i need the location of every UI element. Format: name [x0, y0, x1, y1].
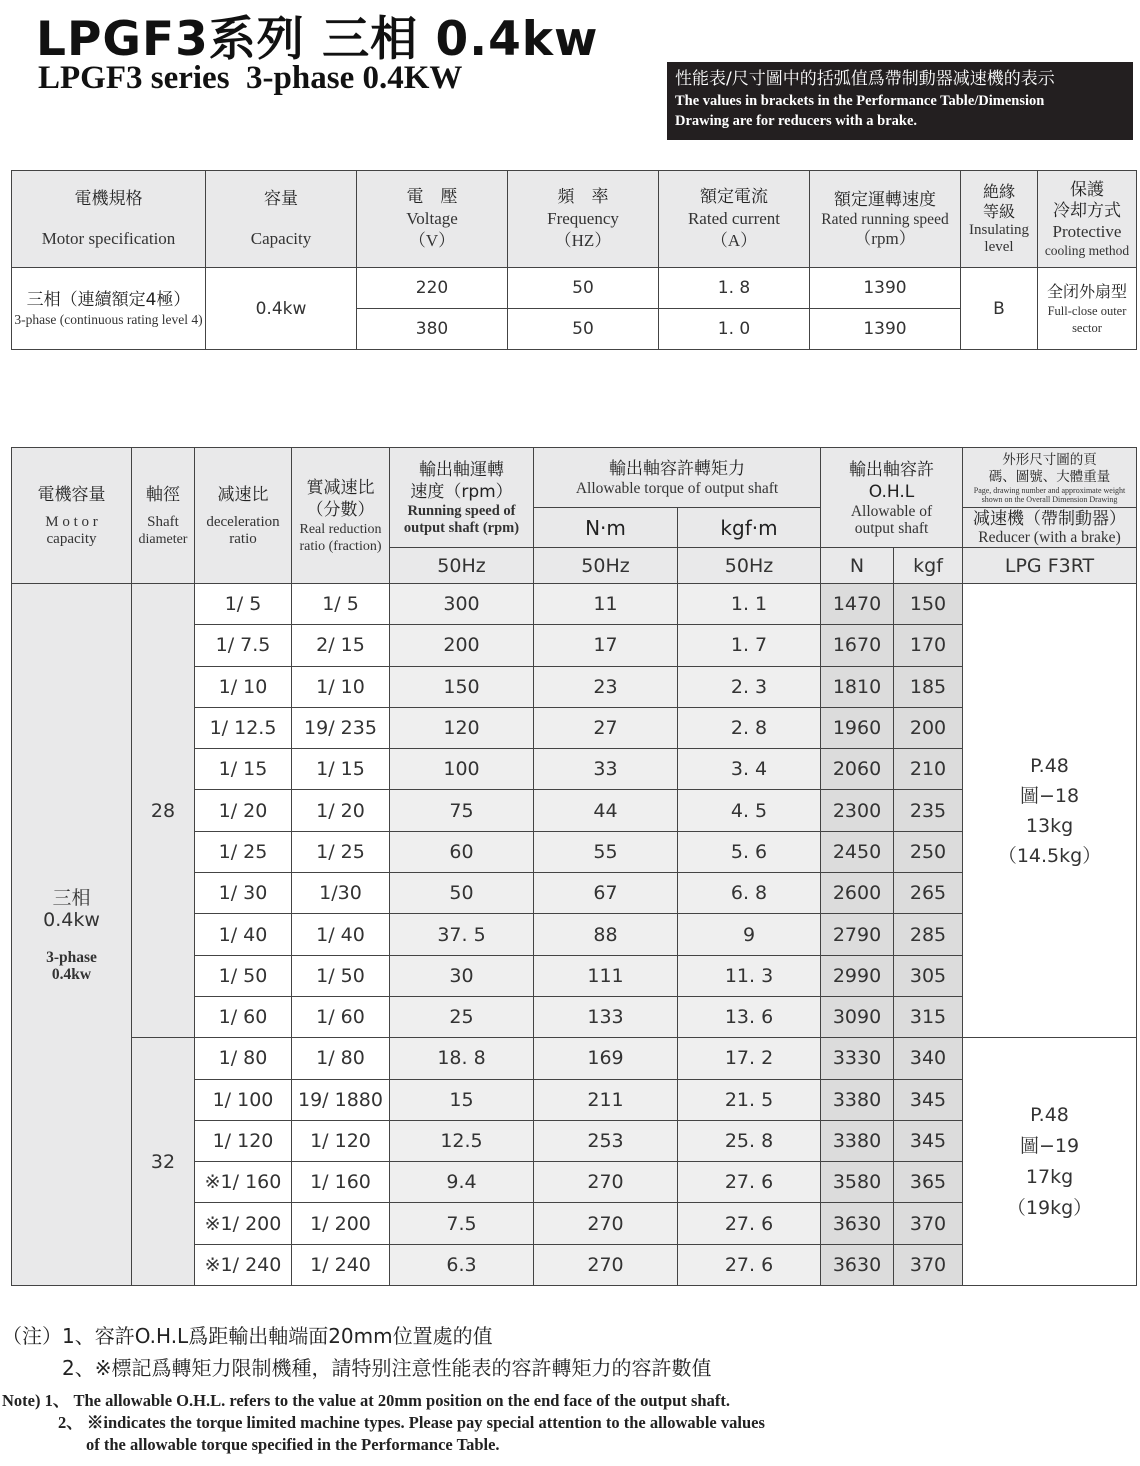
notice-en-1: The values in brackets in the Performance Table/Dimension	[675, 93, 1045, 109]
output-speed-cell: 15	[390, 1079, 534, 1120]
real-ratio-cell: 1/30	[292, 873, 390, 914]
shaft-diameter-cell: 28	[132, 584, 195, 1038]
ohl-kgf-cell: 365	[894, 1162, 963, 1203]
torque-nm-cell: 11	[534, 584, 678, 625]
ohl-kgf-cell: 340	[894, 1038, 963, 1079]
real-ratio-cell: 1/ 25	[292, 831, 390, 872]
header-motor-capacity: 電機容量 M o t o r capacity	[12, 448, 132, 584]
ohl-kgf-cell: 305	[894, 955, 963, 996]
output-speed-cell: 37. 5	[390, 914, 534, 955]
speed-cell: 1390	[810, 268, 961, 309]
header-reducer-brake: 减速機（帶制動器） Reducer (with a brake)	[963, 508, 1137, 548]
ohl-n-cell: 3090	[821, 996, 894, 1037]
page-title-cn: LPGF3系列 三相 0.4kw	[36, 12, 599, 67]
ohl-kgf-cell: 285	[894, 914, 963, 955]
header-voltage: 電 壓 Voltage （V）	[357, 171, 508, 268]
dimension-info-cell	[963, 584, 1137, 1038]
torque-kgfm-cell: 3. 4	[678, 749, 821, 790]
output-speed-cell: 100	[390, 749, 534, 790]
ohl-n-cell: 2450	[821, 831, 894, 872]
output-speed-cell: 7.5	[390, 1203, 534, 1244]
header-unit-kgfm: kgf·m	[678, 508, 821, 548]
torque-kgfm-cell: 2. 3	[678, 666, 821, 707]
header-rated-speed: 額定運轉速度 Rated running speed （rpm）	[810, 171, 961, 268]
voltage-cell: 380	[357, 309, 508, 350]
ratio-cell: 1/ 7.5	[195, 625, 292, 666]
torque-nm-cell: 67	[534, 873, 678, 914]
header-ohl: 輸出軸容許 O.H.L Allowable of output shaft	[821, 448, 963, 548]
voltage-cell: 220	[357, 268, 508, 309]
cooling-cell: 全闭外扇型 Full-close outer sector	[1038, 268, 1137, 350]
output-speed-cell: 150	[390, 666, 534, 707]
dimension-line: （14.5kg）	[997, 844, 1102, 867]
header-hz-speed: 50Hz	[390, 548, 534, 584]
torque-nm-cell: 55	[534, 831, 678, 872]
ratio-cell: 1/ 12.5	[195, 707, 292, 748]
real-ratio-cell: 1/ 10	[292, 666, 390, 707]
ratio-cell: 1/ 25	[195, 831, 292, 872]
torque-nm-cell: 253	[534, 1120, 678, 1161]
header-ratio: 减速比 deceleration ratio	[195, 448, 292, 584]
ohl-n-cell: 2060	[821, 749, 894, 790]
ohl-kgf-cell: 210	[894, 749, 963, 790]
real-ratio-cell: 1/ 60	[292, 996, 390, 1037]
ohl-kgf-cell: 185	[894, 666, 963, 707]
insulation-cell: B	[961, 268, 1038, 350]
ohl-n-cell: 2300	[821, 790, 894, 831]
header-output-speed: 輸出軸運轉 速度（rpm） Running speed of output shaft (rpm)	[390, 448, 534, 548]
dimension-info-cell	[963, 1038, 1137, 1286]
torque-nm-cell: 33	[534, 749, 678, 790]
torque-nm-cell: 270	[534, 1162, 678, 1203]
ohl-kgf-cell: 370	[894, 1244, 963, 1285]
footnotes	[0, 1320, 1140, 1456]
table-row	[12, 584, 1137, 625]
real-ratio-cell: 19/ 235	[292, 707, 390, 748]
output-speed-cell: 60	[390, 831, 534, 872]
motor-capacity-cell: 三相 0.4kw 3-phase 0.4kw	[12, 584, 132, 1286]
note-cn-2: 2、※標記爲轉矩力限制機種，請特别注意性能表的容許轉矩力的容許數值	[62, 1356, 712, 1380]
header-cooling: 保護 冷却方式 Protective cooling method	[1038, 171, 1137, 268]
torque-kgfm-cell: 27. 6	[678, 1162, 821, 1203]
ratio-cell: 1/ 20	[195, 790, 292, 831]
capacity-cell: 0.4kw	[206, 268, 357, 350]
ohl-kgf-cell: 345	[894, 1079, 963, 1120]
torque-kgfm-cell: 25. 8	[678, 1120, 821, 1161]
torque-nm-cell: 133	[534, 996, 678, 1037]
motor-spec-cell: 三相（連續額定4極） 3-phase (continuous rating level 4)	[12, 268, 206, 350]
ohl-kgf-cell: 170	[894, 625, 963, 666]
torque-kgfm-cell: 4. 5	[678, 790, 821, 831]
real-ratio-cell: 1/ 40	[292, 914, 390, 955]
ohl-n-cell: 1960	[821, 707, 894, 748]
table-row	[12, 1038, 1137, 1079]
output-speed-cell: 9.4	[390, 1162, 534, 1203]
torque-nm-cell: 111	[534, 955, 678, 996]
header-model: LPG F3RT	[963, 548, 1137, 584]
page-title-en: LPGF3 series 3-phase 0.4KW	[38, 60, 463, 96]
ratio-cell: 1/ 80	[195, 1038, 292, 1079]
torque-kgfm-cell: 11. 3	[678, 955, 821, 996]
frequency-cell: 50	[508, 268, 659, 309]
torque-kgfm-cell: 27. 6	[678, 1203, 821, 1244]
ratio-cell: 1/ 30	[195, 873, 292, 914]
header-hz-nm: 50Hz	[534, 548, 678, 584]
real-ratio-cell: 1/ 240	[292, 1244, 390, 1285]
speed-cell: 1390	[810, 309, 961, 350]
ohl-kgf-cell: 370	[894, 1203, 963, 1244]
output-speed-cell: 18. 8	[390, 1038, 534, 1079]
dimension-line: 圖−19	[1019, 1134, 1080, 1157]
current-cell: 1. 8	[659, 268, 810, 309]
header-unit-nm: N·m	[534, 508, 678, 548]
header-allowable-torque: 輸出軸容許轉矩力 Allowable torque of output shaft	[534, 448, 821, 508]
ohl-n-cell: 3630	[821, 1244, 894, 1285]
dimension-line: 13kg	[1025, 814, 1074, 837]
header-unit-kgf: kgf	[894, 548, 963, 584]
header-unit-n: N	[821, 548, 894, 584]
motor-spec-table	[11, 170, 1137, 350]
ohl-n-cell: 3580	[821, 1162, 894, 1203]
output-speed-cell: 12.5	[390, 1120, 534, 1161]
header-rated-current: 額定電流 Rated current （A）	[659, 171, 810, 268]
real-ratio-cell: 19/ 1880	[292, 1079, 390, 1120]
ratio-cell: ※1/ 200	[195, 1203, 292, 1244]
torque-nm-cell: 44	[534, 790, 678, 831]
ratio-cell: 1/ 120	[195, 1120, 292, 1161]
dimension-line: （19kg）	[1006, 1196, 1093, 1219]
note-en-2: 2、 ※indicates the torque limited machine types. Please pay special attention to the allowable values	[58, 1413, 765, 1432]
real-ratio-cell: 1/ 200	[292, 1203, 390, 1244]
header-frequency: 頻 率 Frequency （HZ）	[508, 171, 659, 268]
output-speed-cell: 300	[390, 584, 534, 625]
ohl-n-cell: 3630	[821, 1203, 894, 1244]
ratio-cell: ※1/ 160	[195, 1162, 292, 1203]
ohl-n-cell: 3380	[821, 1120, 894, 1161]
dimension-line: P.48	[1030, 1103, 1069, 1126]
torque-kgfm-cell: 9	[678, 914, 821, 955]
torque-kgfm-cell: 6. 8	[678, 873, 821, 914]
ohl-n-cell: 2790	[821, 914, 894, 955]
output-speed-cell: 6.3	[390, 1244, 534, 1285]
header-insulation: 絶緣等級 Insulating level	[961, 171, 1038, 268]
torque-kgfm-cell: 21. 5	[678, 1079, 821, 1120]
ohl-kgf-cell: 345	[894, 1120, 963, 1161]
torque-nm-cell: 27	[534, 707, 678, 748]
ratio-cell: 1/ 15	[195, 749, 292, 790]
real-ratio-cell: 1/ 50	[292, 955, 390, 996]
output-speed-cell: 25	[390, 996, 534, 1037]
performance-table	[11, 447, 1137, 1286]
header-motor-spec: 電機規格 Motor specification	[12, 171, 206, 268]
notice-cn: 性能表/尺寸圖中的括弧值爲帶制動器减速機的表示	[675, 69, 1055, 89]
torque-kgfm-cell: 13. 6	[678, 996, 821, 1037]
ohl-kgf-cell: 200	[894, 707, 963, 748]
torque-kgfm-cell: 1. 1	[678, 584, 821, 625]
torque-nm-cell: 270	[534, 1203, 678, 1244]
real-ratio-cell: 2/ 15	[292, 625, 390, 666]
dimension-line: P.48	[1030, 754, 1069, 777]
ohl-kgf-cell: 250	[894, 831, 963, 872]
real-ratio-cell: 1/ 15	[292, 749, 390, 790]
ratio-cell: 1/ 50	[195, 955, 292, 996]
real-ratio-cell: 1/ 20	[292, 790, 390, 831]
note-cn-1: （注）1、容許O.H.L爲距輸出軸端面20mm位置處的值	[2, 1324, 493, 1348]
torque-kgfm-cell: 5. 6	[678, 831, 821, 872]
ratio-cell: 1/ 5	[195, 584, 292, 625]
real-ratio-cell: 1/ 120	[292, 1120, 390, 1161]
output-speed-cell: 30	[390, 955, 534, 996]
frequency-cell: 50	[508, 309, 659, 350]
torque-nm-cell: 88	[534, 914, 678, 955]
ohl-kgf-cell: 265	[894, 873, 963, 914]
ratio-cell: 1/ 100	[195, 1079, 292, 1120]
real-ratio-cell: 1/ 160	[292, 1162, 390, 1203]
torque-nm-cell: 270	[534, 1244, 678, 1285]
header-capacity: 容量 Capacity	[206, 171, 357, 268]
header-shaft: 軸徑 Shaft diameter	[132, 448, 195, 584]
note-en-1: Note) 1、 The allowable O.H.L. refers to the value at 20mm position on the end face of the output shaft.	[2, 1391, 730, 1410]
dimension-line: 17kg	[1025, 1165, 1074, 1188]
torque-nm-cell: 169	[534, 1038, 678, 1079]
header-dimension-info: 外形尺寸圖的頁 碼、圖號、大體重量 Page, drawing number and approximate weight shown on the Overall Dimension Drawing	[963, 448, 1137, 508]
ohl-n-cell: 1810	[821, 666, 894, 707]
note-en-3: of the allowable torque specified in the Performance Table.	[86, 1435, 500, 1454]
current-cell: 1. 0	[659, 309, 810, 350]
ohl-n-cell: 1470	[821, 584, 894, 625]
bracket-notice	[667, 62, 1133, 140]
ohl-n-cell: 2990	[821, 955, 894, 996]
header-real-ratio: 實减速比 （分數） Real reduction ratio (fraction)	[292, 448, 390, 584]
real-ratio-cell: 1/ 5	[292, 584, 390, 625]
shaft-diameter-cell: 32	[132, 1038, 195, 1286]
torque-kgfm-cell: 17. 2	[678, 1038, 821, 1079]
header-hz-kgfm: 50Hz	[678, 548, 821, 584]
ohl-kgf-cell: 235	[894, 790, 963, 831]
real-ratio-cell: 1/ 80	[292, 1038, 390, 1079]
ratio-cell: 1/ 10	[195, 666, 292, 707]
ratio-cell: ※1/ 240	[195, 1244, 292, 1285]
output-speed-cell: 200	[390, 625, 534, 666]
ohl-kgf-cell: 315	[894, 996, 963, 1037]
ohl-n-cell: 3330	[821, 1038, 894, 1079]
ratio-cell: 1/ 40	[195, 914, 292, 955]
torque-kgfm-cell: 2. 8	[678, 707, 821, 748]
output-speed-cell: 120	[390, 707, 534, 748]
torque-kgfm-cell: 1. 7	[678, 625, 821, 666]
ohl-kgf-cell: 150	[894, 584, 963, 625]
ohl-n-cell: 3380	[821, 1079, 894, 1120]
notice-en-2: Drawing are for reducers with a brake.	[675, 113, 918, 129]
ohl-n-cell: 1670	[821, 625, 894, 666]
ohl-n-cell: 2600	[821, 873, 894, 914]
ratio-cell: 1/ 60	[195, 996, 292, 1037]
torque-nm-cell: 211	[534, 1079, 678, 1120]
torque-kgfm-cell: 27. 6	[678, 1244, 821, 1285]
dimension-line: 圖−18	[1019, 784, 1080, 807]
output-speed-cell: 50	[390, 873, 534, 914]
output-speed-cell: 75	[390, 790, 534, 831]
torque-nm-cell: 23	[534, 666, 678, 707]
torque-nm-cell: 17	[534, 625, 678, 666]
